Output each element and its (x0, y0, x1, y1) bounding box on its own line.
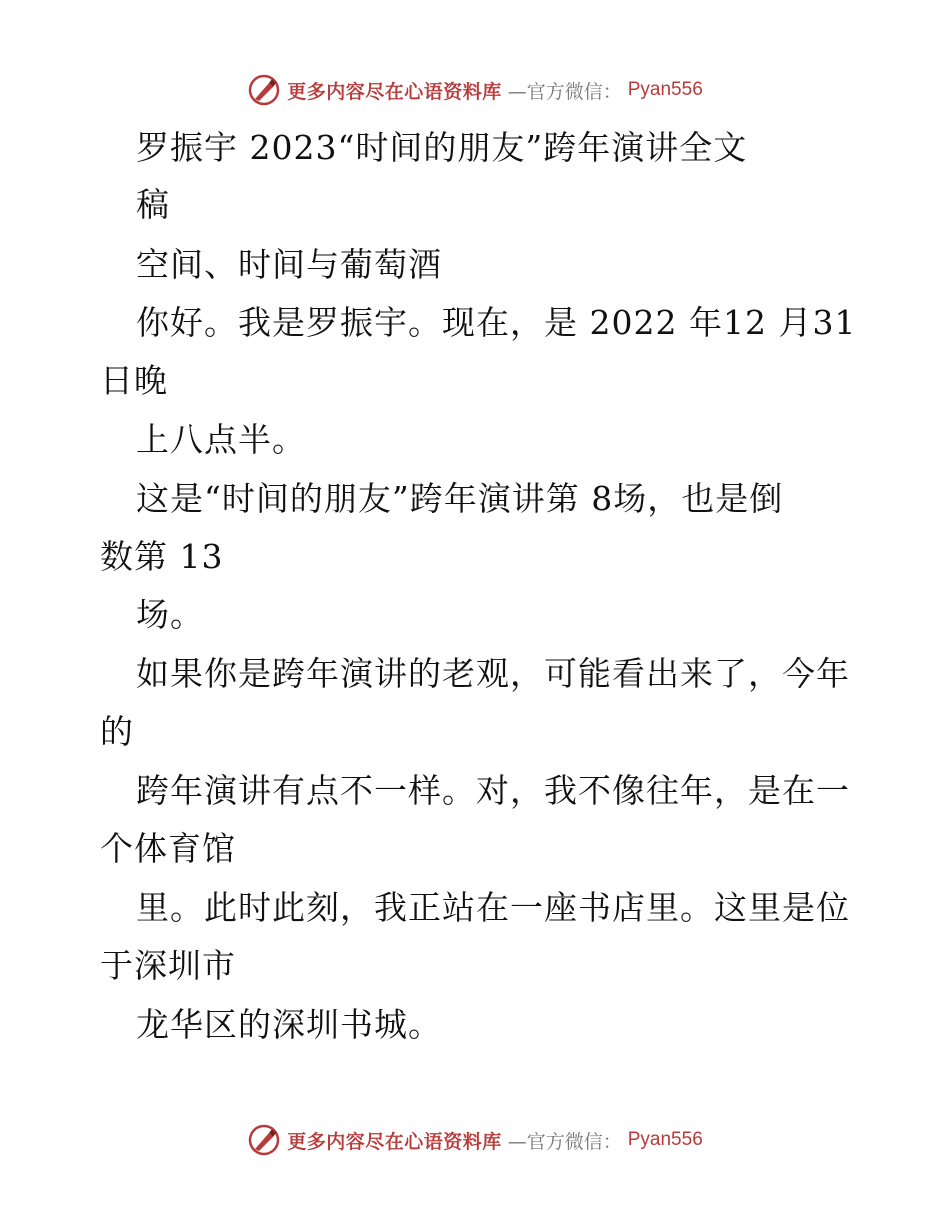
doc-line: 罗振宇 2023“时间的朋友”跨年演讲全文 (136, 128, 748, 167)
doc-line: 里。此时此刻，我正站在一座书店里。这里是位 (136, 888, 850, 927)
doc-line: 场。 (136, 595, 204, 634)
header-wechat-id: Pyan556 (627, 79, 703, 100)
doc-line: 龙华区的深圳书城。 (136, 1005, 442, 1044)
footer-banner-separator: —官方微信： (507, 1130, 622, 1153)
footer-banner (0, 1120, 950, 1160)
doc-line: 跨年演讲有点不一样。对，我不像往年，是在一 (136, 771, 850, 810)
doc-line: 你好。我是罗振宇。现在，是 2022 年12 月31 (136, 303, 857, 342)
doc-line: 空间、时间与葡萄酒 (136, 245, 442, 284)
header-banner-separator: —官方微信： (507, 80, 622, 103)
doc-line: 于深圳市 (100, 946, 236, 985)
doc-line: 数第 13 (100, 537, 224, 576)
doc-line: 如果你是跨年演讲的老观，可能看出来了，今年 (136, 654, 850, 693)
footer-banner-text: 更多内容尽在心语资料库 (287, 1130, 502, 1153)
doc-line: 日晚 (100, 361, 168, 400)
doc-line: 的 (100, 712, 134, 751)
doc-line: 上八点半。 (136, 420, 306, 459)
footer-wechat-id: Pyan556 (627, 1129, 703, 1150)
doc-line: 个体育馆 (100, 829, 236, 868)
doc-line: 稿 (136, 185, 170, 224)
pen-logo-icon (247, 1123, 281, 1157)
doc-line: 这是“时间的朋友”跨年演讲第 8场，也是倒 (136, 479, 784, 518)
header-banner-text: 更多内容尽在心语资料库 (287, 80, 502, 103)
